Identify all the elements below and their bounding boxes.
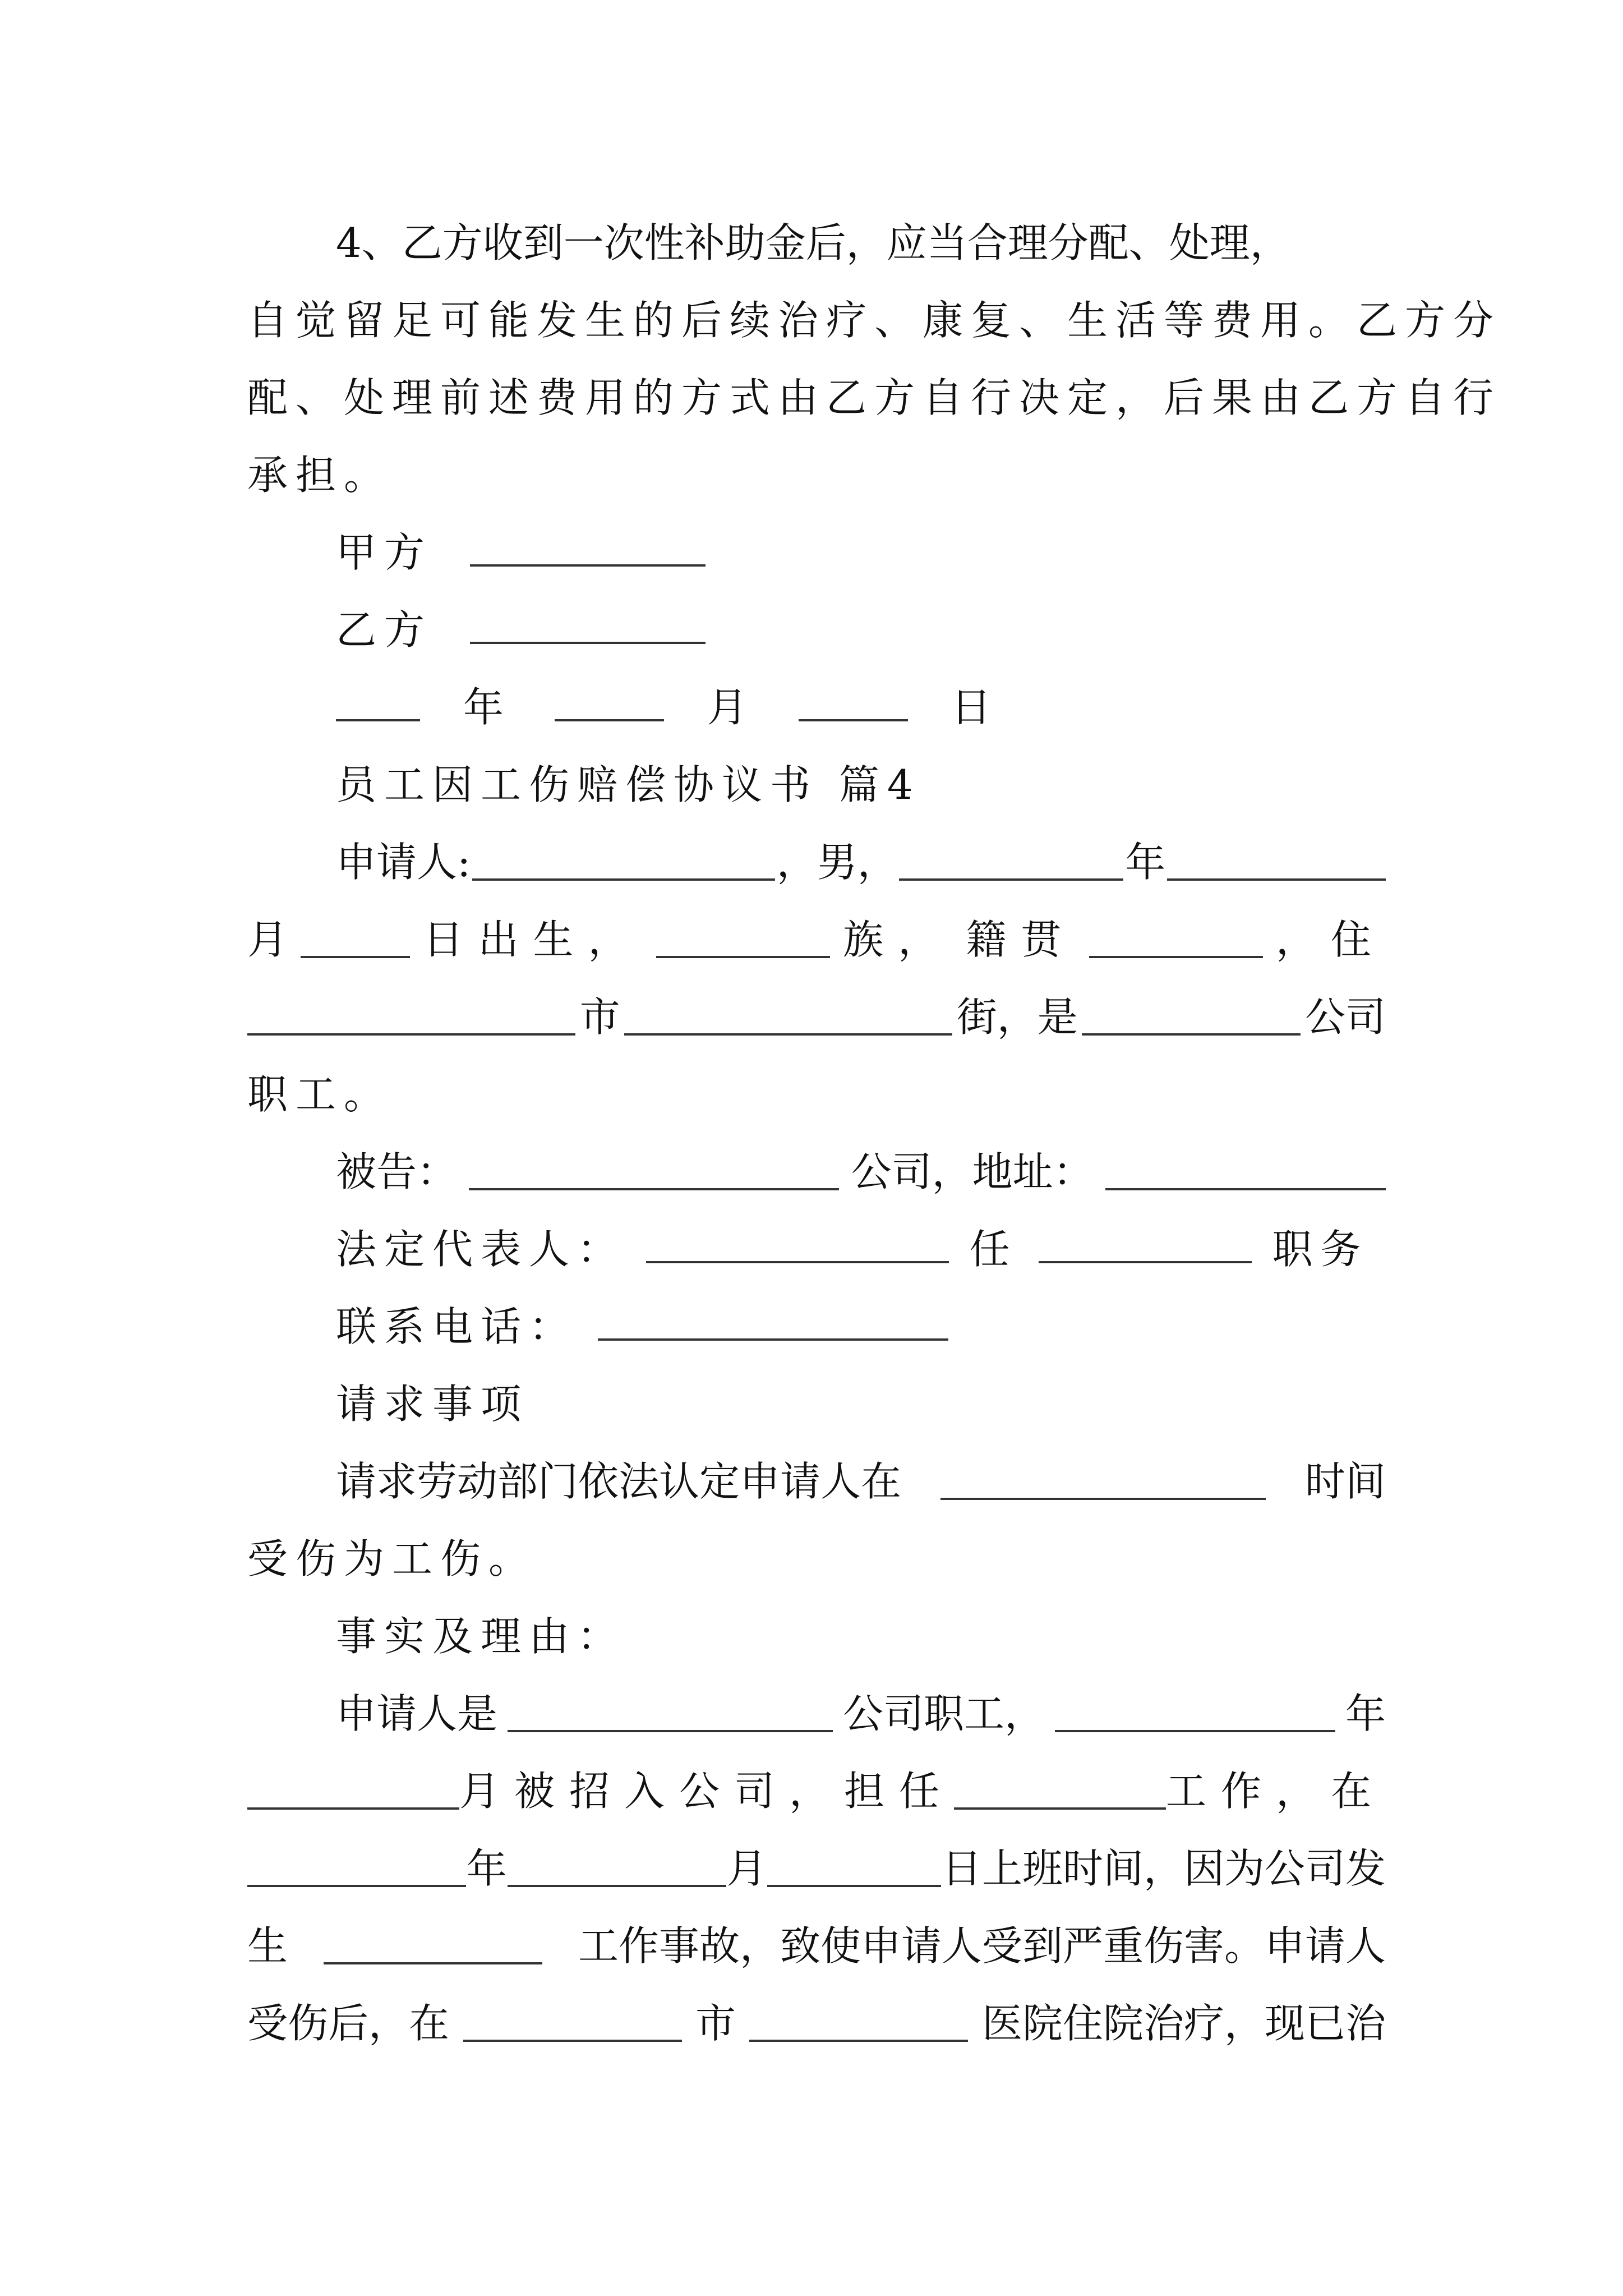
- day-label: 日: [951, 684, 999, 731]
- accident-day-blank: [767, 1850, 941, 1887]
- text: 4、乙方收到一次性补助金后，应当合理分配、处理，: [336, 219, 1290, 266]
- hospital-blank: [749, 2005, 968, 2042]
- defendant-company-blank: [469, 1153, 839, 1190]
- request-text: 请求劳动部门依法认定申请人在: [336, 1458, 902, 1505]
- ren-label: 任: [969, 1226, 1018, 1273]
- facts-line-3: [247, 1838, 1386, 1899]
- company-label: 公司: [1304, 993, 1386, 1041]
- text: 医院住院治疗，现已治: [981, 2000, 1386, 2047]
- text: 生: [247, 1922, 288, 1970]
- year-label: 年: [463, 684, 511, 731]
- job-blank: [954, 1773, 1166, 1810]
- month-blank: [555, 684, 664, 721]
- day-blank: [799, 684, 908, 721]
- born-text: 日出生，: [423, 916, 643, 963]
- heading-text: 员工因工伤赔偿协议书 篇4: [336, 761, 921, 808]
- party-b-label: 乙方: [336, 606, 433, 654]
- position-blank: [1039, 1226, 1252, 1263]
- request-title: [336, 1373, 1386, 1435]
- request-line-1: [336, 1451, 1386, 1512]
- text: 工作，在: [1165, 1768, 1386, 1815]
- accident-year-blank: [247, 1850, 466, 1887]
- applicant-line-3: [247, 986, 1386, 1048]
- birth-year-blank: [899, 844, 1123, 881]
- clause-4-line-2: [247, 289, 1502, 351]
- text: 自觉留足可能发生的后续治疗、康复、生活等费用。乙方分: [247, 297, 1502, 344]
- clause-4-line-1: [336, 212, 1386, 274]
- year-blank: [336, 684, 420, 721]
- legal-rep-line: [336, 1218, 1386, 1280]
- company-blank: [508, 1695, 833, 1732]
- month-label: 月: [726, 1845, 767, 1892]
- legal-rep-label: 法定代表人：: [336, 1226, 626, 1273]
- ethnic-label: 族，: [843, 916, 953, 963]
- section-heading: [336, 754, 1386, 816]
- text: 申请人是: [336, 1690, 498, 1737]
- city-label: 市: [579, 993, 620, 1041]
- year-label: 年: [1345, 1690, 1386, 1737]
- request-title-text: 请求事项: [336, 1381, 529, 1428]
- year-label: 年: [466, 1845, 507, 1892]
- hire-year-blank: [1055, 1695, 1335, 1732]
- text: 配、处理前述费用的方式由乙方自行决定，后果由乙方自行: [247, 374, 1502, 421]
- defendant-line: [336, 1141, 1386, 1203]
- phone-line: [336, 1296, 1386, 1358]
- time-label: 时间: [1304, 1458, 1386, 1505]
- city-blank: [247, 999, 575, 1036]
- month-label: 月: [707, 684, 755, 731]
- clause-4-line-4: [247, 444, 1386, 506]
- text: 公司职工，: [842, 1690, 1045, 1737]
- applicant-line-4: [247, 1064, 1386, 1125]
- phone-blank: [598, 1304, 948, 1341]
- text: 承担。: [247, 452, 393, 499]
- applicant-line-1: [336, 831, 1386, 893]
- request-line-2: [247, 1528, 1386, 1590]
- facts-title-text: 事实及理由：: [336, 1613, 626, 1660]
- city-label: 市: [695, 2000, 736, 2047]
- street-blank: [624, 999, 952, 1036]
- address-blank: [1105, 1153, 1386, 1190]
- applicant-label: 申请人:: [336, 839, 471, 886]
- signature-blank: [470, 607, 706, 644]
- address-label: 公司，地址：: [851, 1148, 1094, 1195]
- company-blank: [1082, 999, 1301, 1036]
- party-a-label: 甲方: [336, 529, 433, 576]
- position-label: 职务: [1272, 1226, 1369, 1273]
- birth-day-blank: [301, 921, 410, 958]
- native-label: 籍贯: [966, 916, 1076, 963]
- accident-type-blank: [324, 1927, 542, 1964]
- hire-month-blank: [247, 1773, 459, 1810]
- party-b-signature: [336, 599, 1386, 661]
- legal-rep-blank: [646, 1226, 949, 1263]
- facts-line-1: [336, 1683, 1386, 1745]
- clause-4-line-3: [247, 367, 1502, 429]
- text: 工作事故，致使申请人受到严重伤害。申请人: [578, 1922, 1386, 1970]
- native-blank: [1089, 921, 1263, 958]
- signature-blank: [470, 530, 706, 567]
- facts-line-5: [247, 1993, 1386, 2054]
- street-label: 街，是: [956, 993, 1078, 1041]
- facts-line-2: [247, 1760, 1386, 1822]
- phone-label: 联系电话：: [336, 1303, 578, 1350]
- defendant-label: 被告：: [336, 1148, 458, 1195]
- time-blank: [940, 1463, 1266, 1500]
- birth-month-blank: [1167, 844, 1386, 881]
- text: 月被招入公司，担任: [459, 1768, 954, 1815]
- year-label: 年: [1125, 839, 1166, 886]
- date-line: [336, 677, 1386, 738]
- staff-text: 职工。: [247, 1071, 393, 1118]
- facts-title: [336, 1605, 1386, 1667]
- gender-text: ，男，: [776, 839, 898, 886]
- party-a-signature: [336, 522, 1386, 583]
- name-blank: [472, 844, 775, 881]
- text: 日上班时间，因为公司发: [941, 1845, 1386, 1892]
- accident-month-blank: [508, 1850, 726, 1887]
- ethnic-blank: [656, 921, 830, 958]
- applicant-line-2: [247, 909, 1386, 970]
- hospital-city-blank: [463, 2005, 682, 2042]
- residence-label: ，住: [1275, 916, 1386, 963]
- facts-line-4: [247, 1915, 1386, 1977]
- month-label: 月: [247, 916, 288, 963]
- request-end-text: 受伤为工伤。: [247, 1535, 537, 1582]
- text: 受伤后，在: [247, 2000, 450, 2047]
